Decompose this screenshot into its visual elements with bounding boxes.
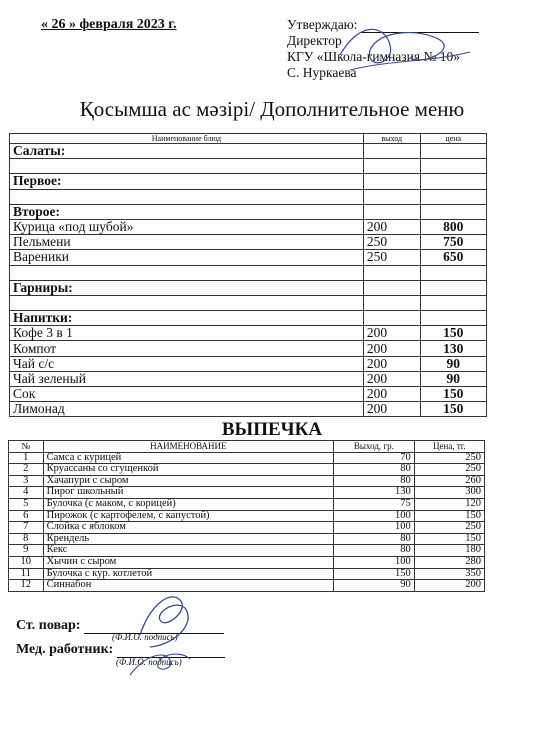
menu-row <box>10 341 487 356</box>
menu-item-output: 200 <box>363 371 420 386</box>
bakery-item-price: 180 <box>414 545 484 557</box>
bakery-item-output: 80 <box>334 545 415 557</box>
menu-item-output <box>363 159 420 174</box>
bakery-col-price: Цена, тг. <box>414 441 484 453</box>
menu-item-price <box>420 144 486 159</box>
bakery-item-name: Крендель <box>43 533 333 545</box>
bakery-header-row <box>9 441 485 453</box>
menu-item-price <box>420 159 486 174</box>
bakery-row <box>9 498 485 510</box>
bakery-item-price: 260 <box>414 475 484 487</box>
menu-item-output <box>363 265 420 280</box>
menu-item-name: Пельмени <box>10 235 364 250</box>
bakery-item-output: 100 <box>334 556 415 568</box>
menu-row <box>10 159 487 174</box>
bakery-item-price: 250 <box>414 522 484 534</box>
menu-item-name: Компот <box>10 341 364 356</box>
menu-item-price <box>420 174 486 189</box>
bakery-item-output: 150 <box>334 568 415 580</box>
organization-name: КГУ «Школа-гимназия № 10» <box>287 49 460 64</box>
menu-item-name: Сок <box>10 387 364 402</box>
menu-row <box>10 174 487 189</box>
menu-item-price <box>420 295 486 310</box>
menu-item-price <box>420 311 486 326</box>
menu-col-output: выход <box>363 134 420 144</box>
bakery-item-name: Булочка (с маком, с корицей) <box>43 498 333 510</box>
menu-row <box>10 387 487 402</box>
menu-item-name <box>10 295 364 310</box>
bakery-col-output: Выход, гр. <box>334 441 415 453</box>
bakery-row <box>9 452 485 464</box>
menu-row <box>10 144 487 159</box>
menu-item-output: 200 <box>363 219 420 234</box>
menu-row <box>10 189 487 204</box>
bakery-item-output: 75 <box>334 498 415 510</box>
bakery-col-number: № <box>9 441 44 453</box>
page-title: Қосымша ас мәзірі/ Дополнительное меню <box>79 97 465 121</box>
menu-row <box>10 371 487 386</box>
menu-item-output <box>363 295 420 310</box>
menu-row <box>10 219 487 234</box>
bakery-item-name: Кекс <box>43 545 333 557</box>
bakery-item-output: 100 <box>334 510 415 522</box>
bakery-item-number: 11 <box>9 568 44 580</box>
menu-item-output: 200 <box>363 356 420 371</box>
menu-item-name: Лимонад <box>10 402 364 417</box>
menu-item-name: Кофе 3 в 1 <box>10 326 364 341</box>
menu-item-output: 200 <box>363 341 420 356</box>
menu-item-price: 650 <box>420 250 486 265</box>
director-position: Директор <box>287 33 342 48</box>
menu-item-name: Вареники <box>10 250 364 265</box>
cook-fio-label: (Ф.И.О. подпись) <box>112 632 178 642</box>
bakery-row <box>9 464 485 476</box>
bakery-item-name: Пирог школьный <box>43 487 333 499</box>
bakery-item-name: Самса с курицей <box>43 452 333 464</box>
bakery-item-output: 80 <box>334 464 415 476</box>
menu-category: Салаты: <box>10 144 364 159</box>
menu-item-price: 750 <box>420 235 486 250</box>
bakery-item-price: 250 <box>414 464 484 476</box>
bakery-item-name: Булочка с кур. котлетой <box>43 568 333 580</box>
bakery-row <box>9 522 485 534</box>
menu-row <box>10 356 487 371</box>
bakery-row <box>9 487 485 499</box>
bakery-item-output: 90 <box>334 580 415 592</box>
bakery-item-price: 280 <box>414 556 484 568</box>
menu-row <box>10 402 487 417</box>
bakery-item-name: Пирожок (с картофелем, с капустой) <box>43 510 333 522</box>
menu-header-row <box>10 134 487 144</box>
menu-col-price: цена <box>420 134 486 144</box>
bakery-item-output: 100 <box>334 522 415 534</box>
menu-item-output: 200 <box>363 387 420 402</box>
bakery-item-output: 130 <box>334 487 415 499</box>
menu-item-output <box>363 144 420 159</box>
medic-fio-label: (Ф.И.О. подпись) <box>116 657 182 667</box>
menu-item-name: Чай с/с <box>10 356 364 371</box>
bakery-item-name: Слойка с яблоком <box>43 522 333 534</box>
bakery-item-price: 300 <box>414 487 484 499</box>
menu-row <box>10 204 487 219</box>
cook-label: Ст. повар: <box>16 618 81 633</box>
menu-item-name: Курица «под шубой» <box>10 219 364 234</box>
menu-item-name <box>10 189 364 204</box>
bakery-item-number: 9 <box>9 545 44 557</box>
menu-row <box>10 280 487 295</box>
menu-item-price <box>420 265 486 280</box>
bakery-item-number: 12 <box>9 580 44 592</box>
bakery-item-number: 7 <box>9 522 44 534</box>
menu-item-output: 200 <box>363 402 420 417</box>
approval-block <box>287 17 479 81</box>
bakery-item-number: 6 <box>9 510 44 522</box>
menu-item-output <box>363 204 420 219</box>
bakery-row <box>9 545 485 557</box>
bakery-row <box>9 475 485 487</box>
menu-item-output: 250 <box>363 235 420 250</box>
bakery-item-output: 80 <box>334 533 415 545</box>
bakery-item-number: 2 <box>9 464 44 476</box>
menu-item-price: 150 <box>420 387 486 402</box>
bakery-item-name: Синнабон <box>43 580 333 592</box>
medic-signature-row <box>16 642 225 658</box>
menu-row <box>10 265 487 280</box>
bakery-item-number: 3 <box>9 475 44 487</box>
signature-line <box>361 20 479 33</box>
bakery-item-price: 150 <box>414 510 484 522</box>
bakery-row <box>9 510 485 522</box>
menu-category: Второе: <box>10 204 364 219</box>
bakery-item-number: 1 <box>9 452 44 464</box>
bakery-item-name: Круассаны со сгущенкой <box>43 464 333 476</box>
bakery-item-output: 70 <box>334 452 415 464</box>
menu-row <box>10 235 487 250</box>
menu-item-output <box>363 174 420 189</box>
additional-menu-table <box>9 133 487 417</box>
bakery-row <box>9 533 485 545</box>
menu-row <box>10 250 487 265</box>
bakery-item-price: 250 <box>414 452 484 464</box>
bakery-item-number: 5 <box>9 498 44 510</box>
bakery-item-number: 8 <box>9 533 44 545</box>
approve-label: Утверждаю: <box>287 17 358 32</box>
menu-item-output: 200 <box>363 326 420 341</box>
medic-label: Мед. работник: <box>16 642 114 657</box>
menu-item-output <box>363 311 420 326</box>
menu-row <box>10 326 487 341</box>
menu-category: Напитки: <box>10 311 364 326</box>
document-date: « 26 » февраля 2023 г. <box>41 17 177 32</box>
bakery-row <box>9 556 485 568</box>
menu-item-price: 90 <box>420 356 486 371</box>
bakery-row <box>9 568 485 580</box>
bakery-item-price: 120 <box>414 498 484 510</box>
menu-row <box>10 311 487 326</box>
menu-item-price: 130 <box>420 341 486 356</box>
bakery-item-price: 150 <box>414 533 484 545</box>
menu-item-price <box>420 204 486 219</box>
director-name: С. Нуркаева <box>287 65 357 80</box>
menu-row <box>10 295 487 310</box>
bakery-item-output: 80 <box>334 475 415 487</box>
bakery-item-number: 10 <box>9 556 44 568</box>
bakery-col-name: НАИМЕНОВАНИЕ <box>43 441 333 453</box>
bakery-row <box>9 580 485 592</box>
bakery-table <box>8 440 485 592</box>
menu-item-name <box>10 265 364 280</box>
menu-item-price: 800 <box>420 219 486 234</box>
bakery-item-number: 4 <box>9 487 44 499</box>
menu-item-price: 150 <box>420 402 486 417</box>
menu-item-name <box>10 159 364 174</box>
menu-category: Первое: <box>10 174 364 189</box>
menu-col-name: Наименование блюд <box>10 134 364 144</box>
menu-category: Гарниры: <box>10 280 364 295</box>
menu-item-output <box>363 189 420 204</box>
menu-item-name: Чай зеленый <box>10 371 364 386</box>
menu-item-output <box>363 280 420 295</box>
menu-item-output: 250 <box>363 250 420 265</box>
bakery-item-name: Хачапури с сыром <box>43 475 333 487</box>
bakery-item-price: 350 <box>414 568 484 580</box>
bakery-item-price: 200 <box>414 580 484 592</box>
menu-item-price <box>420 189 486 204</box>
bakery-item-name: Хычин с сыром <box>43 556 333 568</box>
bakery-title: ВЫПЕЧКА <box>221 419 323 440</box>
menu-item-price <box>420 280 486 295</box>
menu-item-price: 90 <box>420 371 486 386</box>
menu-item-price: 150 <box>420 326 486 341</box>
